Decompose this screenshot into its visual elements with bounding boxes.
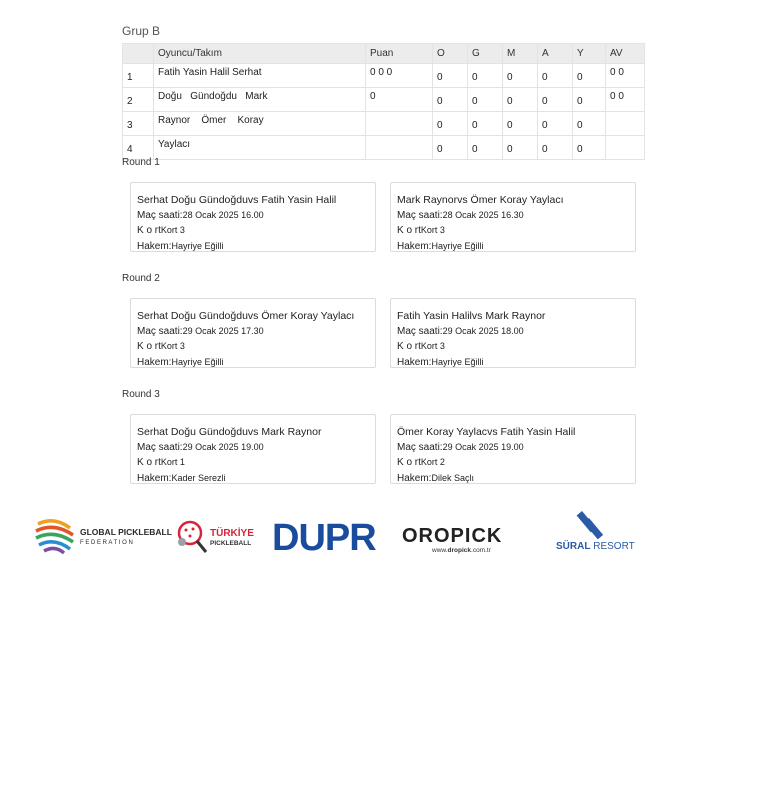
paddle-icon (178, 522, 206, 552)
court-value: Kort 3 (420, 225, 445, 235)
played-cell: 0 (433, 112, 468, 136)
match-referee (137, 471, 375, 487)
match-referee (137, 239, 375, 255)
pickleball-text: PICKLEBALL (210, 540, 252, 547)
referee-value: Hayriye Eğilli (171, 356, 224, 367)
match-referee (397, 471, 635, 487)
average-cell: 0 0 (606, 64, 645, 88)
time-label: Maç saati: (397, 325, 443, 337)
time-value: 29 Ocak 2025 17.30 (182, 325, 264, 336)
time-value: 28 Ocak 2025 16.30 (442, 209, 524, 220)
oropick-url: www.dropick.com.tr (432, 547, 491, 554)
rank-cell: 4 (123, 136, 154, 160)
rank-cell: 3 (123, 112, 154, 136)
played-cell: 0 (433, 64, 468, 88)
table-row (123, 112, 645, 136)
round-title: Round 1 (122, 157, 160, 168)
group-title: Grup B (122, 24, 161, 38)
court-label: K o rt (397, 457, 421, 468)
match-court (397, 339, 635, 355)
match-teams (137, 309, 375, 324)
referee-value: Dilek Saçlı (431, 472, 474, 483)
table-header-row (123, 44, 645, 64)
time-value: 28 Ocak 2025 16.00 (182, 209, 264, 220)
time-value: 29 Ocak 2025 19.00 (182, 441, 264, 452)
match-time (137, 440, 375, 456)
points-cell: 0 (366, 88, 433, 112)
won-cell: 0 (468, 64, 503, 88)
court-value: Kort 2 (420, 457, 445, 467)
team-one: Serhat Doğu Gündoğdu (137, 426, 248, 438)
sural-text: SÜRAL RESORT (556, 541, 635, 552)
court-value: Kort 1 (160, 457, 185, 467)
referee-label: Hakem: (397, 356, 432, 368)
header-won: G (468, 44, 503, 64)
match-court (137, 455, 375, 471)
sural-resort-logo (556, 511, 635, 552)
time-value: 29 Ocak 2025 19.00 (442, 441, 524, 452)
match-card (130, 182, 376, 252)
lost-cell: 0 (503, 136, 538, 160)
against-cell: 0 (573, 112, 606, 136)
match-time (397, 208, 635, 224)
header-rank (123, 44, 154, 64)
time-label: Maç saati: (137, 209, 183, 221)
team-two: Fatih Yasin Halil (500, 426, 576, 438)
referee-value: Kader Serezli (171, 472, 226, 483)
court-value: Kort 3 (160, 341, 185, 351)
team-one: Mark Raynor (397, 194, 458, 206)
played-cell: 0 (433, 88, 468, 112)
rank-cell: 1 (123, 64, 154, 88)
referee-label: Hakem: (137, 472, 172, 484)
sural-s-icon (577, 511, 604, 539)
gpf-ball-icon (34, 515, 74, 555)
match-referee (397, 355, 635, 371)
time-label: Maç saati: (397, 209, 443, 221)
team-one: Serhat Doğu Gündoğdu (137, 194, 248, 206)
referee-value: Hayriye Eğilli (431, 240, 484, 251)
time-value: 29 Ocak 2025 18.00 (442, 325, 524, 336)
vs-label: vs (471, 310, 483, 322)
referee-label: Hakem: (397, 240, 432, 252)
header-for: A (538, 44, 573, 64)
court-label: K o rt (397, 225, 421, 236)
for-cell: 0 (538, 64, 573, 88)
vs-label: vs (457, 194, 468, 206)
court-label: K o rt (397, 341, 421, 352)
oropick-text: OROPICK (402, 525, 503, 547)
team-cell: Raynor Ömer Koray (154, 112, 366, 136)
match-card (130, 414, 376, 484)
match-card (390, 298, 636, 368)
table-row (123, 64, 645, 88)
match-time (397, 440, 635, 456)
round-title: Round 2 (122, 273, 160, 284)
vs-label: vs (247, 194, 259, 206)
team-cell: Yaylacı (154, 136, 366, 160)
referee-value: Hayriye Eğilli (431, 356, 484, 367)
time-label: Maç saati: (137, 325, 183, 337)
court-value: Kort 3 (420, 341, 445, 351)
match-time (397, 324, 635, 340)
against-cell: 0 (573, 136, 606, 160)
global-pickleball-federation-logo (34, 515, 172, 555)
rank-cell: 2 (123, 88, 154, 112)
won-cell: 0 (468, 136, 503, 160)
referee-label: Hakem: (137, 356, 172, 368)
match-court (137, 339, 375, 355)
team-two: Ömer Koray Yaylacı (261, 310, 355, 322)
won-cell: 0 (468, 112, 503, 136)
table-row (123, 136, 645, 160)
match-teams (397, 193, 635, 208)
header-against: Y (573, 44, 606, 64)
points-cell (366, 112, 433, 136)
match-teams (397, 309, 635, 324)
lost-cell: 0 (503, 64, 538, 88)
match-teams (397, 425, 635, 440)
turkiye-pickleball-logo (178, 522, 254, 552)
match-referee (397, 239, 635, 255)
header-played: O (433, 44, 468, 64)
points-cell (366, 136, 433, 160)
time-label: Maç saati: (137, 441, 183, 453)
lost-cell: 0 (503, 112, 538, 136)
played-cell: 0 (433, 136, 468, 160)
points-cell: 0 0 0 (366, 64, 433, 88)
match-court (397, 223, 635, 239)
match-referee (137, 355, 375, 371)
match-teams (137, 425, 375, 440)
court-label: K o rt (137, 341, 161, 352)
match-court (137, 223, 375, 239)
sponsor-logos (30, 508, 635, 560)
against-cell: 0 (573, 64, 606, 88)
vs-label: vs (247, 426, 259, 438)
team-cell: Fatih Yasin Halil Serhat (154, 64, 366, 88)
team-two: Mark Raynor (485, 310, 546, 322)
lost-cell: 0 (503, 88, 538, 112)
match-card (390, 182, 636, 252)
team-two: Ömer Koray Yaylacı (470, 194, 564, 206)
average-cell (606, 136, 645, 160)
table-row (123, 88, 645, 112)
match-court (397, 455, 635, 471)
team-two: Mark Raynor (261, 426, 322, 438)
dupr-logo: DUPR (272, 517, 376, 559)
team-one: Ömer Koray Yaylac (397, 426, 488, 438)
for-cell: 0 (538, 88, 573, 112)
for-cell: 0 (538, 112, 573, 136)
round-title: Round 3 (122, 389, 160, 400)
court-label: K o rt (137, 457, 161, 468)
referee-label: Hakem: (397, 472, 432, 484)
referee-label: Hakem: (137, 240, 172, 252)
court-value: Kort 3 (160, 225, 185, 235)
header-lost: M (503, 44, 538, 64)
match-teams (137, 193, 375, 208)
match-time (137, 208, 375, 224)
match-time (137, 324, 375, 340)
team-cell: Doğu Gündoğdu Mark (154, 88, 366, 112)
match-card (390, 414, 636, 484)
time-label: Maç saati: (397, 441, 443, 453)
gpf-name: GLOBAL PICKLEBALL (80, 527, 172, 537)
turkiye-text: TÜRKİYE (210, 528, 254, 539)
header-team: Oyuncu/Takım (154, 44, 366, 64)
team-one: Fatih Yasin Halil (397, 310, 472, 322)
standings-table (122, 43, 645, 160)
referee-value: Hayriye Eğilli (171, 240, 224, 251)
header-points: Puan (366, 44, 433, 64)
gpf-federation: F E D E R A T I O N (80, 540, 133, 546)
average-cell (606, 112, 645, 136)
for-cell: 0 (538, 136, 573, 160)
against-cell: 0 (573, 88, 606, 112)
won-cell: 0 (468, 88, 503, 112)
vs-label: vs (247, 310, 259, 322)
header-average: AV (606, 44, 645, 64)
court-label: K o rt (137, 225, 161, 236)
average-cell: 0 0 (606, 88, 645, 112)
team-one: Serhat Doğu Gündoğdu (137, 310, 248, 322)
vs-label: vs (487, 426, 498, 438)
oropick-logo (402, 525, 502, 554)
match-card (130, 298, 376, 368)
team-two: Fatih Yasin Halil (261, 194, 337, 206)
